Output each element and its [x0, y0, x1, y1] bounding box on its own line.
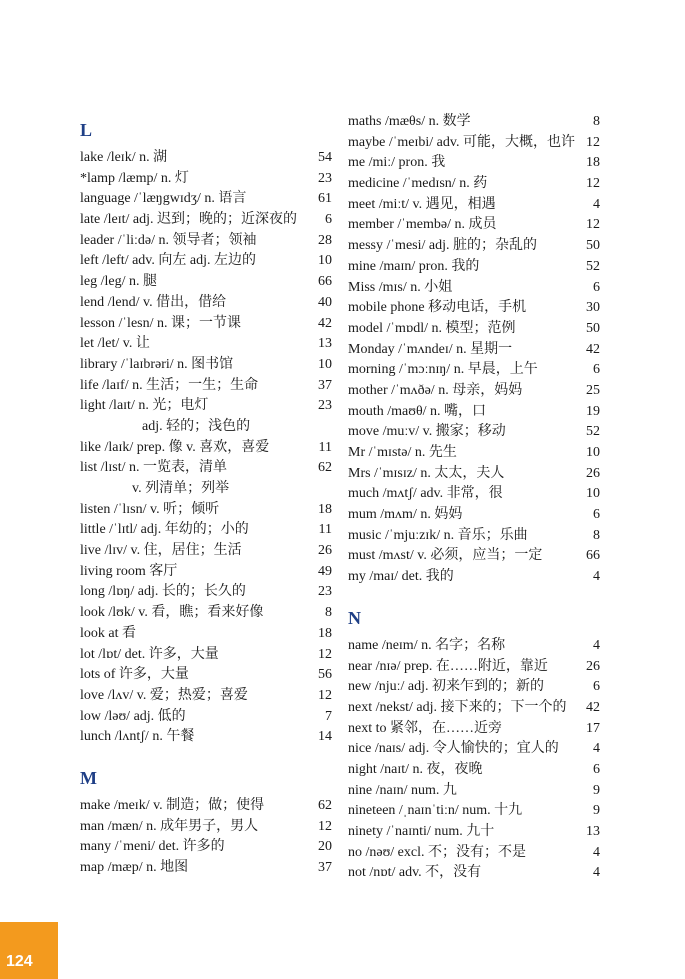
entry-page-number: 50: [586, 238, 600, 254]
entry-text: name /neɪm/ n. 名字；名称: [348, 637, 506, 653]
glossary-entry: [80, 396, 332, 417]
entry-page-number: 6: [593, 761, 600, 777]
glossary-entry: [348, 843, 600, 864]
glossary-entry: [80, 376, 332, 397]
glossary-entry: [348, 257, 600, 278]
glossary-entry: [80, 189, 332, 210]
entry-page-number: 42: [586, 699, 600, 715]
glossary-entry: [348, 422, 600, 443]
entry-page-number: 30: [586, 300, 600, 316]
entry-page-number: 26: [586, 658, 600, 674]
glossary-entry: [80, 148, 332, 169]
glossary-entry: [80, 624, 332, 645]
glossary-entry: [80, 796, 332, 817]
entry-text: near /nɪə/ prep. 在……附近，靠近: [348, 658, 548, 674]
glossary-entry: [80, 665, 332, 686]
glossary-entry: [348, 236, 600, 257]
entry-text: mobile phone 移动电话，手机: [348, 300, 527, 316]
entry-page-number: 4: [593, 844, 600, 860]
entry-text: much /mʌtʃ/ adv. 非常，很: [348, 486, 503, 502]
entry-text: maybe /ˈmeɪbi/ adv. 可能，大概，也许: [348, 134, 575, 150]
entry-page-number: 54: [318, 150, 332, 165]
glossary-entry: [80, 500, 332, 521]
entry-text: like /laɪk/ prep. 像 v. 喜欢，喜爱: [80, 439, 270, 455]
glossary-entry: [80, 562, 332, 583]
entry-page-number: 7: [325, 708, 332, 724]
entry-text: map /mæp/ n. 地图: [80, 860, 189, 875]
entry-page-number: 62: [318, 460, 332, 476]
entry-text: no /nəʊ/ excl. 不；没有；不是: [348, 844, 526, 860]
entry-text: man /mæn/ n. 成年男子，男人: [80, 818, 259, 834]
entry-text: living room 客厅: [80, 563, 178, 579]
entry-text: left /left/ adv. 向左 adj. 左边的: [80, 253, 256, 269]
entry-page-number: 8: [593, 114, 600, 129]
glossary-entry: [80, 858, 332, 879]
entry-text: ninety /ˈnaɪnti/ num. 九十: [348, 824, 495, 839]
entry-text: leg /leg/ n. 腿: [80, 274, 157, 290]
entry-page-number: 13: [586, 824, 600, 839]
glossary-entry: [348, 112, 600, 133]
glossary-entry: [80, 314, 332, 335]
glossary-entry: [80, 603, 332, 624]
glossary-entry: [80, 817, 332, 838]
glossary-entry: [348, 319, 600, 340]
entry-text: leader /ˈliːdə/ n. 领导者；领袖: [80, 232, 257, 248]
entry-text: long /lɒŋ/ adj. 长的；长久的: [80, 584, 246, 600]
entry-text: Mr /ˈmɪstə/ n. 先生: [348, 445, 457, 460]
section-heading-l: L: [80, 120, 93, 140]
glossary-entry: [348, 546, 600, 567]
glossary-entry: [348, 484, 600, 505]
entry-text: look at 看: [80, 625, 136, 641]
glossary-entry: [348, 133, 600, 154]
entry-page-number: 11: [318, 439, 332, 455]
entry-page-number: 23: [318, 398, 332, 414]
entry-text: lake /leɪk/ n. 湖: [80, 150, 168, 165]
entry-page-number: 12: [586, 217, 600, 233]
entry-text: night /naɪt/ n. 夜，夜晚: [348, 761, 483, 777]
glossary-entry: [348, 215, 600, 236]
entry-page-number: 14: [318, 729, 332, 745]
page-number: 124: [6, 953, 33, 970]
glossary-entry: [348, 298, 600, 319]
glossary-entry: [80, 541, 332, 562]
glossary-entry: [80, 251, 332, 272]
glossary-entry: [80, 707, 332, 728]
glossary-entry: [348, 719, 600, 740]
entry-page-number: 17: [586, 720, 600, 736]
entry-page-number: 11: [318, 522, 332, 538]
entry-text: life /laɪf/ n. 生活；一生；生命: [80, 377, 259, 393]
entry-text: Mrs /ˈmɪsɪz/ n. 太太，夫人: [348, 465, 505, 481]
entry-page-number: 12: [318, 646, 332, 662]
entry-page-number: 20: [318, 839, 332, 855]
glossary-entry: [348, 526, 600, 547]
entry-text: language /ˈlæŋgwɪdʒ/ n. 语言: [80, 191, 247, 207]
glossary-entry: [80, 231, 332, 252]
entry-page-number: 12: [586, 176, 600, 192]
entry-text: *lamp /læmp/ n. 灯: [80, 170, 189, 186]
entry-page-number: 4: [593, 637, 600, 653]
entry-text: v. 列清单；列举: [132, 481, 230, 496]
entry-text: let /let/ v. 让: [80, 336, 150, 352]
entry-text: lots of 许多，大量: [80, 667, 189, 683]
glossary-entry: [348, 822, 600, 843]
entry-text: library /ˈlaɪbrəri/ n. 图书馆: [80, 356, 234, 372]
glossary-entry: [348, 174, 600, 195]
entry-text: lend /lend/ v. 借出，借给: [80, 294, 227, 310]
entry-page-number: 40: [318, 294, 332, 310]
entry-page-number: 37: [318, 377, 332, 393]
glossary-entry: [348, 381, 600, 402]
page-number-badge: [0, 922, 58, 979]
entry-text: make /meɪk/ v. 制造；做；使得: [80, 797, 265, 813]
glossary-entry: [348, 195, 600, 216]
entry-text: next /nekst/ adj. 接下来的；下一个的: [348, 699, 567, 715]
entry-text: nineteen /ˌnaɪnˈtiːn/ num. 十九: [348, 803, 523, 819]
entry-page-number: 6: [325, 212, 332, 228]
entry-text: morning /ˈmɔːnɪŋ/ n. 早晨，上午: [348, 362, 538, 378]
glossary-entry: [348, 760, 600, 781]
glossary-entry: [80, 837, 332, 858]
glossary-entry: [80, 272, 332, 293]
entry-text: medicine /ˈmedɪsn/ n. 药: [348, 176, 488, 192]
glossary-entry: [80, 727, 332, 748]
entry-text: Monday /ˈmʌndeɪ/ n. 星期一: [348, 341, 513, 357]
entry-page-number: 19: [586, 403, 600, 419]
entry-page-number: 10: [318, 356, 332, 372]
glossary-entry: [348, 677, 600, 698]
glossary-entry: [348, 464, 600, 485]
glossary-entry: [348, 153, 600, 174]
entry-page-number: 12: [318, 687, 332, 703]
glossary-entry: [80, 355, 332, 376]
entry-text: move /muːv/ v. 搬家；移动: [348, 424, 506, 440]
glossary-entry: [80, 645, 332, 666]
entry-page-number: 50: [586, 320, 600, 336]
glossary-entry-continuation: [80, 479, 332, 500]
glossary-entry: [80, 438, 332, 459]
entry-text: me /miː/ pron. 我: [348, 155, 446, 171]
entry-text: live /lɪv/ v. 住，居住；生活: [80, 543, 242, 559]
entry-page-number: 4: [593, 196, 600, 212]
glossary-entry: [348, 278, 600, 299]
entry-page-number: 10: [586, 486, 600, 502]
entry-page-number: 56: [318, 667, 332, 683]
entry-text: late /leɪt/ adj. 迟到；晚的；近深夜的: [80, 212, 297, 228]
entry-page-number: 6: [593, 362, 600, 378]
entry-text: mine /maɪn/ pron. 我的: [348, 258, 480, 274]
glossary-entry: [80, 210, 332, 231]
entry-page-number: 61: [318, 191, 332, 207]
glossary-entry: [80, 293, 332, 314]
entry-page-number: 6: [593, 679, 600, 695]
glossary-entry: [348, 863, 600, 884]
entry-text: model /ˈmɒdl/ n. 模型；范例: [348, 320, 516, 336]
section-heading-m: M: [80, 767, 97, 788]
glossary-entry: [80, 686, 332, 707]
entry-page-number: 4: [593, 569, 600, 585]
entry-text: Miss /mɪs/ n. 小姐: [348, 279, 453, 295]
glossary-entry: [80, 169, 332, 190]
entry-page-number: 23: [318, 584, 332, 600]
entry-text: mother /ˈmʌðə/ n. 母亲，妈妈: [348, 382, 523, 398]
entry-page-number: 9: [593, 803, 600, 819]
entry-page-number: 66: [318, 274, 332, 290]
entry-text: new /njuː/ adj. 初来乍到的；新的: [348, 679, 544, 695]
entry-text: member /ˈmembə/ n. 成员: [348, 217, 497, 233]
entry-text: music /ˈmjuːzɪk/ n. 音乐；乐曲: [348, 527, 528, 543]
entry-page-number: 6: [593, 279, 600, 295]
glossary-entry: [348, 505, 600, 526]
glossary-entry: [80, 334, 332, 355]
glossary-entry: [80, 520, 332, 541]
entry-text: adj. 轻的；浅色的: [142, 418, 251, 434]
entry-text: maths /mæθs/ n. 数学: [348, 114, 471, 129]
entry-text: messy /ˈmesi/ adj. 脏的；杂乱的: [348, 238, 537, 254]
entry-page-number: 18: [586, 155, 600, 171]
entry-page-number: 18: [318, 625, 332, 641]
entry-text: look /lʊk/ v. 看，瞧；看来好像: [80, 605, 264, 621]
entry-page-number: 62: [318, 797, 332, 813]
entry-text: list /lɪst/ n. 一览表，清单: [80, 460, 228, 476]
entry-text: not /nɒt/ adv. 不，没有: [348, 865, 482, 881]
entry-page-number: 25: [586, 382, 600, 398]
entry-page-number: 9: [593, 782, 600, 798]
glossary-entry: [348, 443, 600, 464]
glossary-entry-continuation: [80, 417, 332, 438]
entry-page-number: 13: [318, 336, 332, 352]
entry-text: must /mʌst/ v. 必须，应当；一定: [348, 548, 543, 564]
entry-page-number: 26: [586, 465, 600, 481]
entry-page-number: 26: [318, 543, 332, 559]
entry-page-number: 6: [593, 507, 600, 523]
entry-text: low /ləʊ/ adj. 低的: [80, 708, 186, 724]
entry-text: light /laɪt/ n. 光；电灯: [80, 398, 209, 414]
glossary-entry: [80, 458, 332, 479]
entry-text: mum /mʌm/ n. 妈妈: [348, 507, 463, 523]
glossary-entry: [348, 739, 600, 760]
entry-text: nice /naɪs/ adj. 令人愉快的；宜人的: [348, 741, 559, 757]
entry-page-number: 42: [318, 315, 332, 331]
right-column: [348, 112, 600, 884]
entry-text: mouth /maʊθ/ n. 嘴，口: [348, 403, 487, 419]
entry-page-number: 8: [325, 605, 332, 621]
glossary-entry: [348, 360, 600, 381]
entry-page-number: 4: [593, 741, 600, 757]
entry-page-number: 23: [318, 170, 332, 186]
left-column: [80, 112, 332, 879]
entry-page-number: 12: [586, 134, 600, 150]
entry-page-number: 42: [586, 341, 600, 357]
entry-page-number: 37: [318, 860, 332, 875]
entry-text: listen /ˈlɪsn/ v. 听；倾听: [80, 501, 220, 517]
entry-text: meet /miːt/ v. 遇见，相遇: [348, 196, 496, 212]
entry-page-number: 8: [593, 527, 600, 543]
entry-text: my /maɪ/ det. 我的: [348, 569, 454, 585]
entry-page-number: 49: [318, 563, 332, 579]
entry-page-number: 10: [318, 253, 332, 269]
glossary-entry: [348, 698, 600, 719]
entry-text: lunch /lʌntʃ/ n. 午餐: [80, 729, 195, 745]
entry-page-number: 12: [318, 818, 332, 834]
glossary-entry: [80, 582, 332, 603]
glossary-entry: [348, 340, 600, 361]
entry-page-number: 52: [586, 424, 600, 440]
entry-page-number: 28: [318, 232, 332, 248]
entry-text: love /lʌv/ v. 爱；热爱；喜爱: [80, 687, 248, 703]
entry-page-number: 10: [586, 445, 600, 460]
section-heading-n: N: [348, 607, 361, 628]
glossary-entry: [348, 781, 600, 802]
glossary-entry: [348, 801, 600, 822]
glossary-entry: [348, 402, 600, 423]
entry-text: little /ˈlɪtl/ adj. 年幼的；小的: [80, 522, 249, 538]
entry-page-number: 18: [318, 501, 332, 517]
glossary-entry: [348, 567, 600, 588]
entry-text: next to 紧邻，在……近旁: [348, 720, 502, 736]
glossary-entry: [348, 657, 600, 678]
entry-page-number: 66: [586, 548, 600, 564]
glossary-entry: [348, 636, 600, 657]
entry-page-number: 52: [586, 258, 600, 274]
entry-text: many /ˈmeni/ det. 许多的: [80, 839, 225, 855]
entry-text: nine /naɪn/ num. 九: [348, 782, 457, 798]
entry-text: lot /lɒt/ det. 许多，大量: [80, 646, 219, 662]
entry-page-number: 4: [593, 865, 600, 881]
entry-text: lesson /ˈlesn/ n. 课；一节课: [80, 315, 241, 331]
